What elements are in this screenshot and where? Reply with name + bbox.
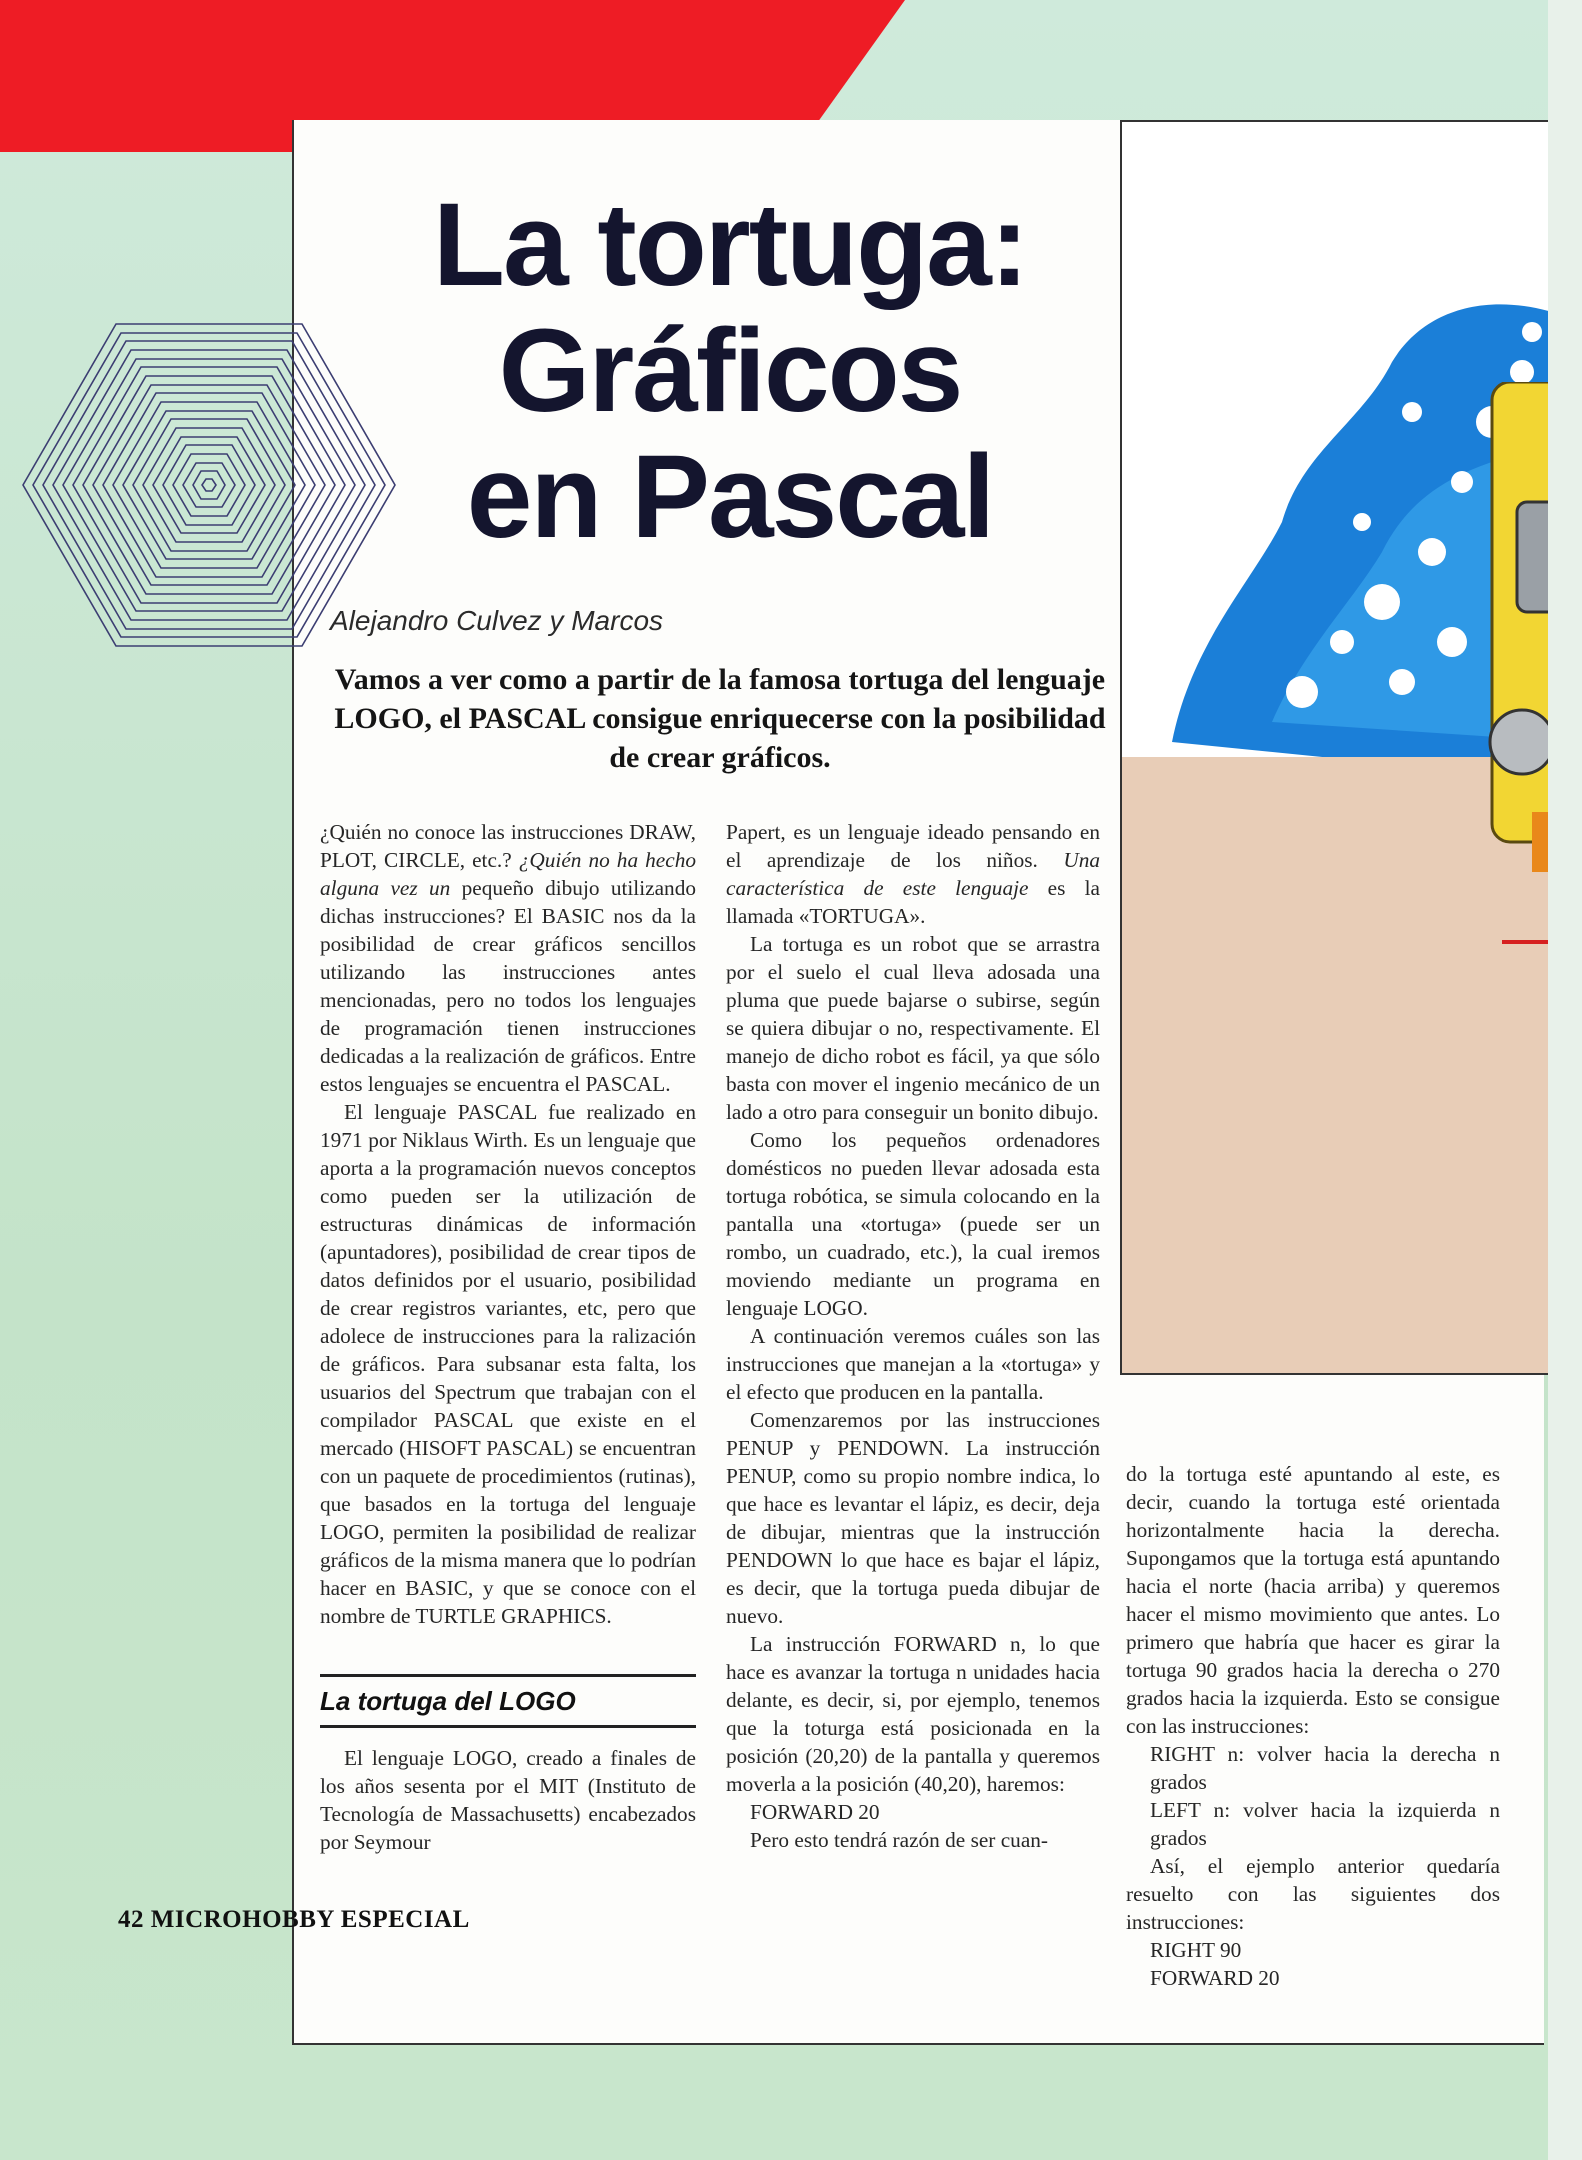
definition-right: RIGHT n: volver hacia la derecha n grados [1150, 1742, 1500, 1794]
article-lede: Vamos a ver como a partir de la famosa tortuga del lenguaje LOGO, el PASCAL consigue enriquecerse con la posibilidad de crear gráficos. [334, 663, 1106, 774]
paragraph: La instrucción FORWARD n, lo que hace es avanzar la tortuga n unidades hacia delante, es decir, si, por ejemplo, tenemos que la toturga está posicionada en la posición (20,20) de la pantalla y queremos moverla a la posición (40,20), haremos: [726, 1632, 1100, 1796]
paragraph: Así, el ejemplo anterior quedaría resuelto con las siguientes dos instrucciones: [1126, 1854, 1500, 1934]
text-column-3 [1126, 1460, 1500, 1992]
robot-graphic [1462, 382, 1550, 982]
article-author: Alejandro Culvez y Marcos [330, 605, 664, 636]
code-line: FORWARD 20 [750, 1800, 880, 1824]
text-span: pequeño dibujo utilizando dichas instrucciones? El BASIC nos da la posibilidad de crear gráficos sencillos utilizando las instrucciones antes mencionadas, pero no todos los lenguajes de programación tienen instrucciones dedicadas a la realización de gráficos. Entre estos lenguajes se encuentra el PASCAL. [320, 876, 696, 1096]
turtle-robot-illustration [1120, 120, 1550, 1375]
page-gutter [1548, 0, 1582, 2160]
title-line-3: en Pascal [466, 431, 994, 563]
paragraph: Pero esto tendrá razón de ser cuan- [750, 1828, 1049, 1852]
italic-text-span: Una característica de este lenguaje [726, 848, 1100, 900]
paragraph: La tortuga es un robot que se arrastra por el suelo el cual lleva adosada una pluma que puede bajarse o subirse, según se quiera dibujar o no, respectivamente. El manejo de dicho robot es fácil, ya que sólo basta con mover el ingenio mecánico de un lado a otro para conseguir un bonito dibujo. [726, 932, 1100, 1124]
paragraph [320, 818, 696, 1098]
text-span: ¿Quién no conoce las instrucciones DRAW, PLOT, CIRCLE, etc.? [320, 820, 696, 872]
article-title [350, 179, 1110, 563]
text-span: Papert, es un lenguaje ideado pensando en el aprendizaje de los niños. [726, 820, 1100, 872]
section-subheading: La tortuga del LOGO [320, 1686, 576, 1716]
page-footer: 42 MICROHOBBY ESPECIAL [118, 1906, 470, 1933]
text-span: es la llamada «TORTUGA». [726, 876, 1100, 928]
title-line-2: Gráficos [498, 305, 962, 437]
italic-text-span: ¿Quién no ha hecho alguna vez un [320, 848, 696, 900]
text-column-2 [726, 818, 1100, 1854]
definition-left: LEFT n: volver hacia la izquierda n grados [1150, 1798, 1500, 1850]
code-line: FORWARD 20 [1150, 1966, 1280, 1990]
text-column-1 [320, 818, 696, 1856]
paragraph: Comenzaremos por las instrucciones PENUP y PENDOWN. La instrucción PENUP, como su propio nombre indica, lo que hace es levantar el lápiz, es decir, deja de dibujar, mientras que la instrucción PENDOWN lo que hace es bajar el lápiz, es decir, que la tortuga pueda dibujar de nuevo. [726, 1408, 1100, 1628]
paragraph: do la tortuga esté apuntando al este, es decir, cuando la tortuga esté orientada horizontalmente hacia la derecha. Supongamos que la tortuga está apuntando hacia el norte (hacia arriba) y queremos hacer el mismo movimiento que antes. Lo primero que habría que hacer es girar la tortuga 90 grados hacia la derecha o 270 grados hacia la izquierda. Esto se consigue con las instrucciones: [1126, 1462, 1500, 1738]
paragraph: A continuación veremos cuáles son las instrucciones que manejan a la «tortuga» y el efecto que producen en la pantalla. [726, 1324, 1100, 1404]
paragraph [726, 818, 1100, 930]
title-line-1: La tortuga: [432, 179, 1028, 311]
paragraph: El lenguaje LOGO, creado a finales de los años sesenta por el MIT (Instituto de Tecnología de Massachusetts) encabezados por Seymour [320, 1746, 696, 1854]
paragraph: El lenguaje PASCAL fue realizado en 1971 por Niklaus Wirth. Es un lenguaje que aporta a la programación nuevos conceptos como pueden ser la utilización de estructuras dinámicas de información (apuntadores), posibilidad de crear tipos de datos definidos por el usuario, posibilidad de crear registros variantes, etc, pero que adolece de instrucciones para la ralización de gráficos. Para subsanar esta falta, los usuarios del Spectrum que trabajan con el compilador PASCAL que existe en el mercado (HISOFT PASCAL) se encuentran con un paquete de procedimientos (rutinas), que basados en la tortuga del lenguaje LOGO, permiten la posibilidad de realizar gráficos de la misma manera que lo podrían hacer en BASIC, y que se conoce con el nombre de TURTLE GRAPHICS. [320, 1100, 696, 1628]
code-line: RIGHT 90 [1150, 1938, 1242, 1962]
subhead-rule-bottom [320, 1725, 696, 1728]
paragraph: Como los pequeños ordenadores domésticos no pueden llevar adosada esta tortuga robótica, se simula colocando en la pantalla una «tortuga» (puede ser un rombo, un cuadrado, etc.), la cual iremos moviendo mediante un programa en lenguaje LOGO. [726, 1128, 1100, 1320]
